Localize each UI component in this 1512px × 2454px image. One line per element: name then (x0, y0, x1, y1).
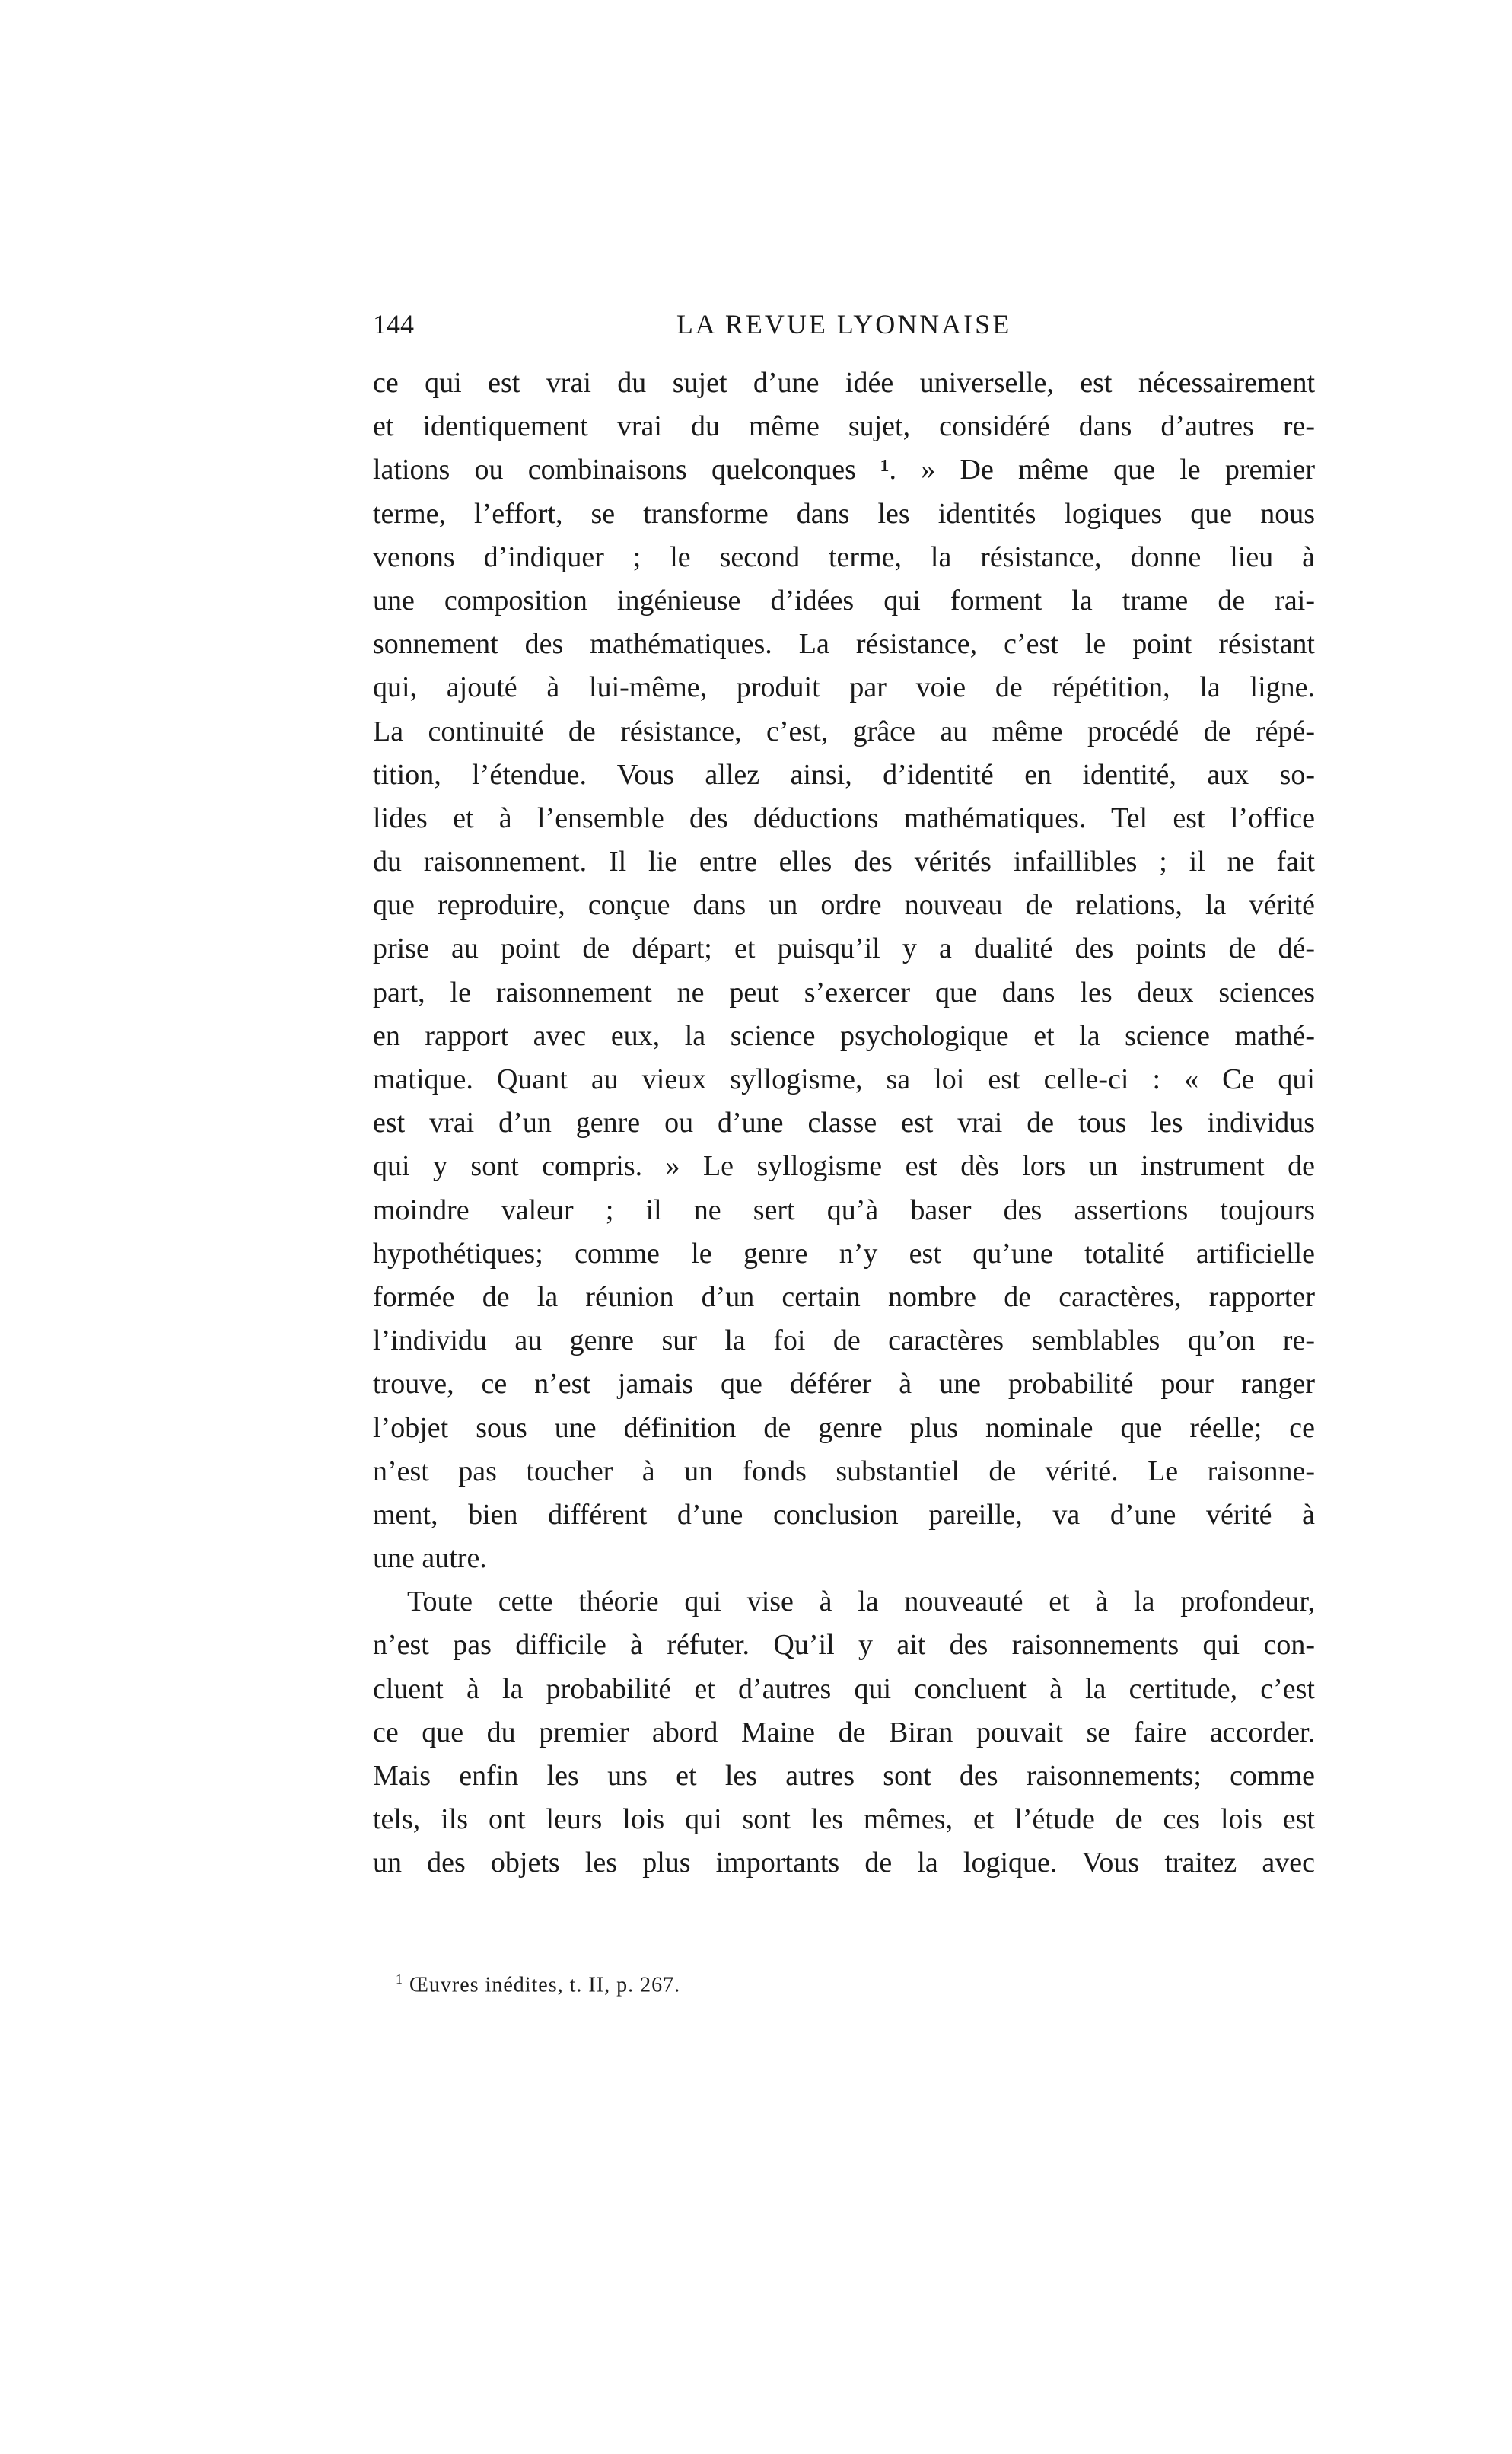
text-line: n’est pas toucher à un fonds substantiel de vérité. Le raisonne- (373, 1455, 1315, 1487)
text-line: sonnement des mathématiques. La résistance, c’est le point résistant (373, 628, 1315, 661)
text-line: une autre. (373, 1542, 487, 1575)
text-line: qui y sont compris. » Le syllogisme est dès lors un instrument de (373, 1150, 1315, 1183)
text-line: en rapport avec eux, la science psychologique et la science mathé- (373, 1019, 1315, 1052)
text-line: lides et à l’ensemble des déductions mathématiques. Tel est l’office (373, 802, 1315, 834)
text-line: Toute cette théorie qui vise à la nouveauté et à la profondeur, (407, 1586, 1315, 1618)
text-line: une composition ingénieuse d’idées qui forment la trame de rai- (373, 584, 1315, 617)
text-line: et identiquement vrai du même sujet, considéré dans d’autres re- (373, 410, 1315, 443)
text-line: trouve, ce n’est jamais que déférer à une probabilité pour ranger (373, 1368, 1315, 1401)
text-line: est vrai d’un genre ou d’une classe est vrai de tous les individus (373, 1107, 1315, 1139)
text-line: matique. Quant au vieux syllogisme, sa loi est celle-ci : « Ce qui (373, 1063, 1315, 1095)
text-line: lations ou combinaisons quelconques ¹. » De même que le premier (373, 454, 1315, 486)
text-line: que reproduire, conçue dans un ordre nouveau de relations, la vérité (373, 889, 1315, 922)
text-line: ce qui est vrai du sujet d’une idée universelle, est nécessairement (373, 367, 1315, 399)
body-text (373, 362, 1315, 1885)
text-line: hypothétiques; comme le genre n’y est qu’une totalité artificielle (373, 1237, 1315, 1270)
running-title: LA REVUE LYONNAISE (676, 309, 1012, 339)
text-line: tition, l’étendue. Vous allez ainsi, d’identité en identité, aux so- (373, 758, 1315, 791)
footnote-marker: 1 (396, 1971, 403, 1987)
text-line: ment, bien différent d’une conclusion pareille, va d’une vérité à (373, 1498, 1315, 1531)
page-header (373, 308, 1315, 346)
text-line: prise au point de départ; et puisqu’il y a dualité des points de dé- (373, 932, 1315, 965)
text-line: du raisonnement. Il lie entre elles des vérités infaillibles ; il ne fait (373, 846, 1315, 878)
text-line: Mais enfin les uns et les autres sont des raisonnements; comme (373, 1760, 1315, 1792)
text-line: n’est pas difficile à réfuter. Qu’il y ait des raisonnements qui con- (373, 1629, 1315, 1662)
text-line: l’objet sous une définition de genre plus nominale que réelle; ce (373, 1411, 1315, 1444)
text-line: cluent à la probabilité et d’autres qui concluent à la certitude, c’est (373, 1672, 1315, 1705)
text-line: formée de la réunion d’un certain nombre de caractères, rapporter (373, 1280, 1315, 1313)
text-line: terme, l’effort, se transforme dans les identités logiques que nous (373, 497, 1315, 530)
text-line: part, le raisonnement ne peut s’exercer que dans les deux sciences (373, 976, 1315, 1009)
footnote (396, 1971, 680, 1997)
text-line: ce que du premier abord Maine de Biran pouvait se faire accorder. (373, 1716, 1315, 1748)
text-line: tels, ils ont leurs lois qui sont les mêmes, et l’étude de ces lois est (373, 1803, 1315, 1836)
paragraph-2 (373, 1580, 1315, 1885)
paragraph-1 (373, 362, 1315, 1580)
page-number: 144 (373, 309, 414, 339)
text-line: moindre valeur ; il ne sert qu’à baser des assertions toujours (373, 1194, 1315, 1226)
text-line: un des objets les plus importants de la logique. Vous traitez avec (373, 1847, 1315, 1879)
text-line: La continuité de résistance, c’est, grâce au même procédé de répé- (373, 715, 1315, 747)
footnote-text: Œuvres inédites, t. II, p. 267. (409, 1973, 681, 1997)
text-line: qui, ajouté à lui-même, produit par voie de répétition, la ligne. (373, 671, 1315, 704)
text-line: l’individu au genre sur la foi de caractères semblables qu’on re- (373, 1324, 1315, 1357)
text-line: venons d’indiquer ; le second terme, la résistance, donne lieu à (373, 540, 1315, 573)
